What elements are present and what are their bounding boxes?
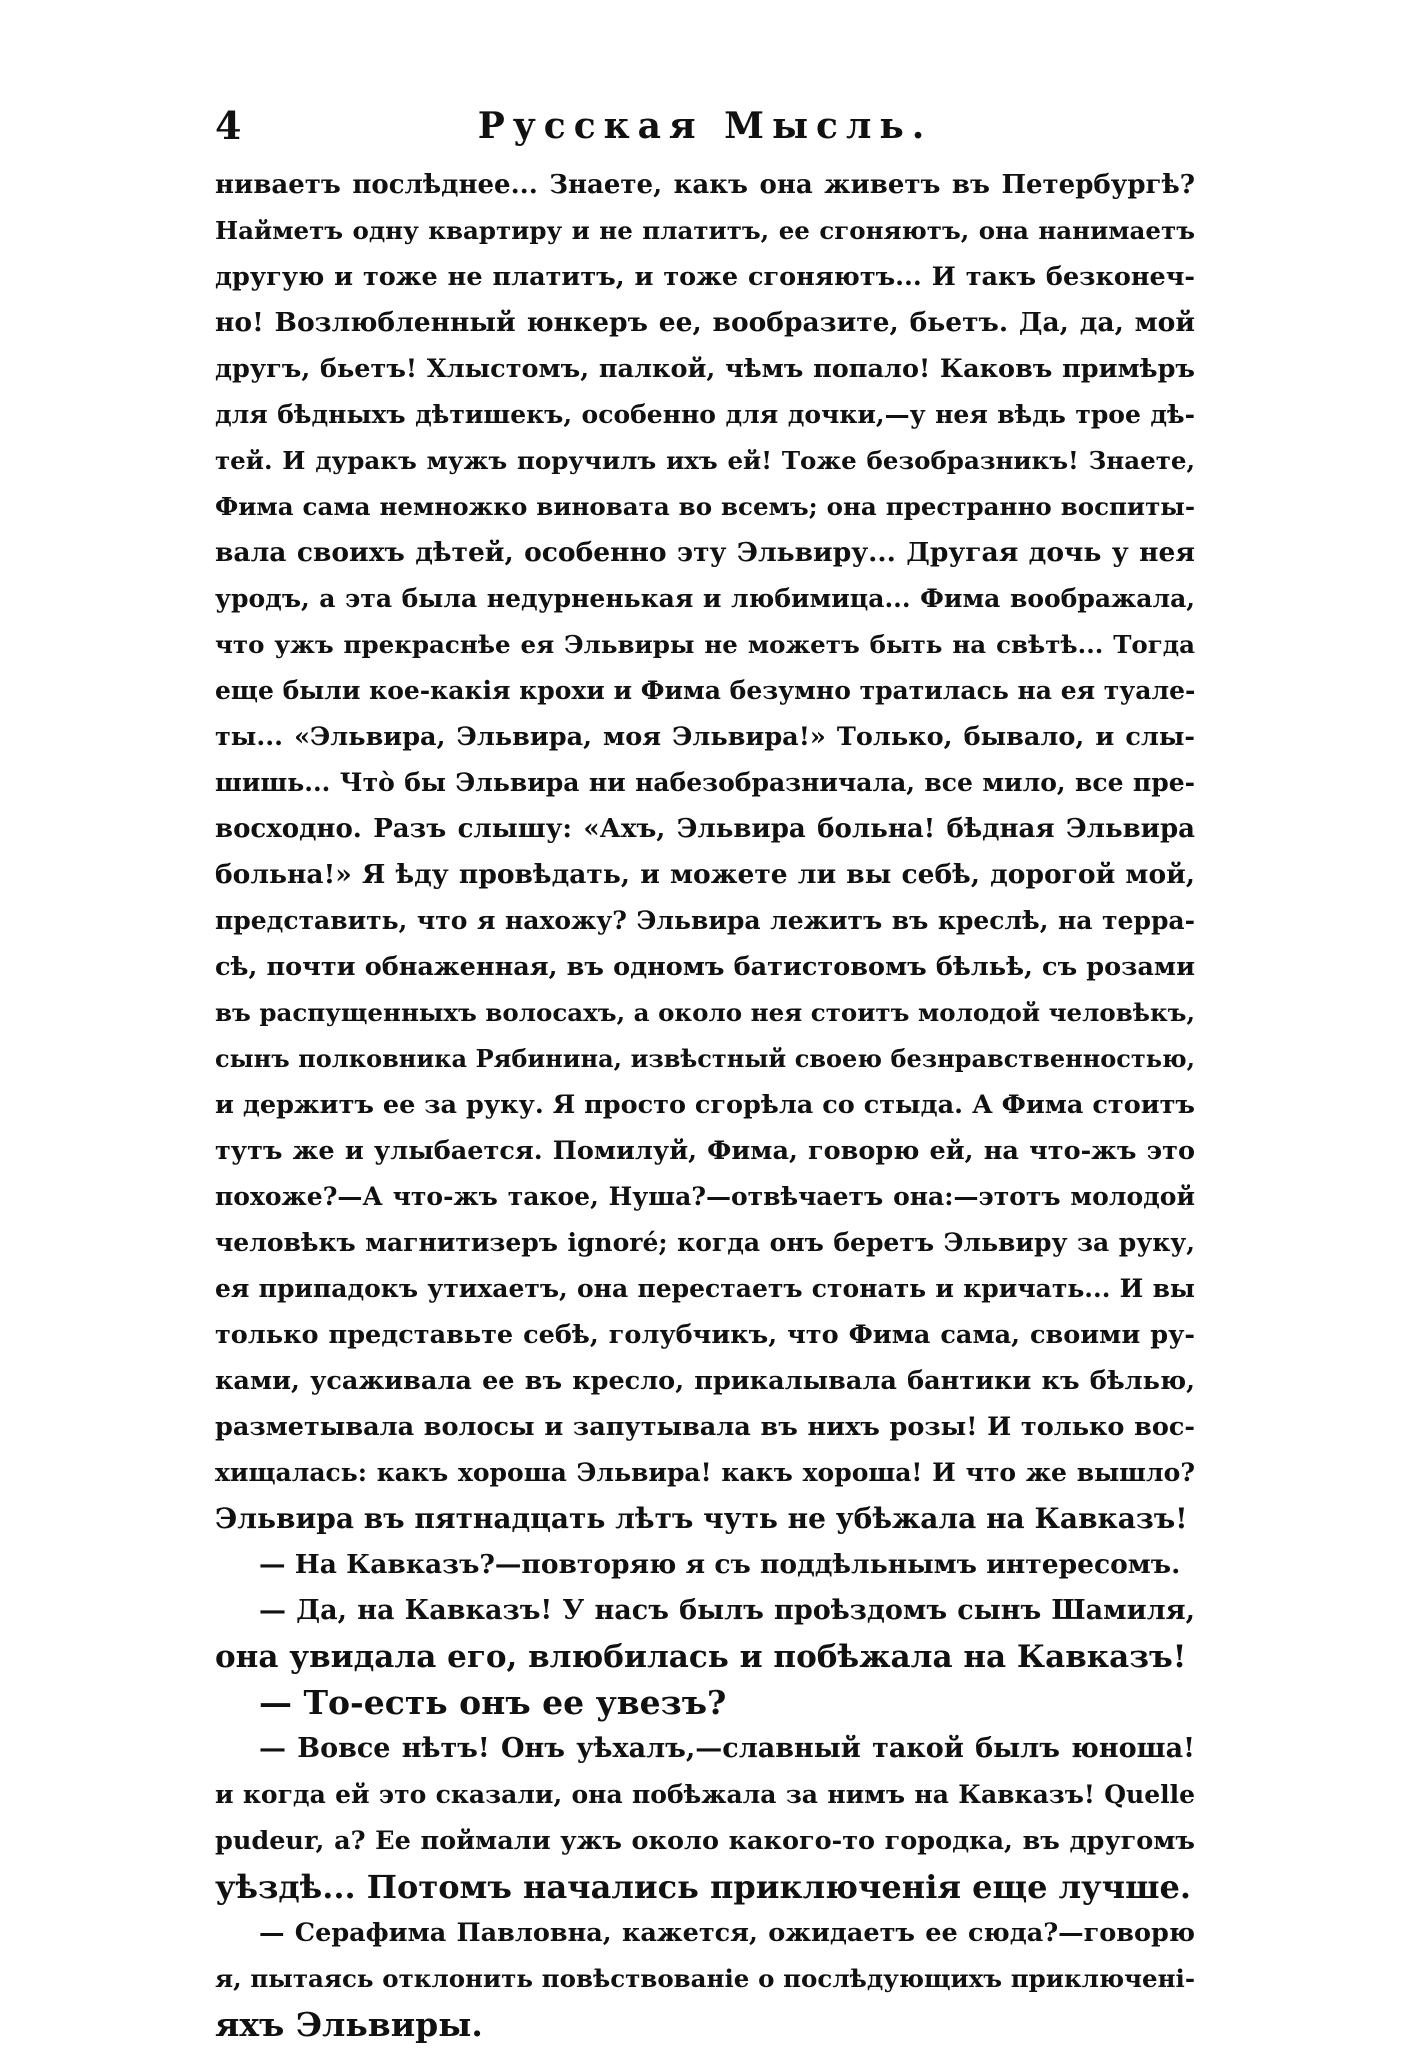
text-line: что ужъ прекраснѣе ея Эльвиры не можетъ быть на свѣтѣ... Тогда [215,630,1195,659]
running-title: Русская Мысль. [477,105,933,147]
text-line: представить, что я нахожу? Эльвира лежитъ въ креслѣ, на терра- [215,906,1195,935]
text-line: больна!» Я ѣду провѣдать, и можете ли вы себѣ, дорогой мой, [215,859,1195,890]
text-line: я, пытаясь отклонить повѣствованіе о послѣдующихъ приключені- [215,1964,1195,1993]
text-line: — То-есть онъ ее увезъ? [259,1683,727,1722]
text-line: и держитъ ее за руку. Я просто сгорѣла со стыда. А Фима стоитъ [215,1090,1195,1120]
text-line: — Да, на Кавказъ! У насъ былъ проѣздомъ сынъ Шамиля, [259,1595,1195,1626]
text-line: человѣкъ магнитизеръ ignoré; когда онъ беретъ Эльвиру за руку, [215,1228,1195,1257]
text-line: сѣ, почти обнаженная, въ одномъ батистовомъ бѣльѣ, съ розами [215,952,1195,982]
text-line: похоже?—А что-жъ такое, Нуша?—отвѣчаетъ она:—этотъ молодой [215,1182,1195,1211]
text-line: шишь... Чтò бы Эльвира ни набезобразничала, все мило, все пре- [215,768,1195,797]
text-line: ниваетъ послѣднее... Знаете, какъ она живетъ въ Петербургѣ? [215,170,1195,200]
text-line: Фима сама немножко виновата во всемъ; она престранно воспиты- [215,492,1195,521]
body-text [215,162,1195,2048]
text-line: уѣздѣ... Потомъ начались приключенія еще лучше. [215,1868,1191,1906]
text-line: — На Кавказъ?—повторяю я съ поддѣльнымъ интересомъ. [259,1549,1181,1580]
text-line: но! Возлюбленный юнкеръ ее, вообразите, бьетъ. Да, да, мой [215,307,1195,338]
text-line: тутъ же и улыбается. Помилуй, Фима, говорю ей, на что-жъ это [215,1136,1195,1166]
text-line: она увидала его, влюбилась и побѣжала на Кавказъ! [215,1639,1187,1675]
text-line: pudeur, а? Ее поймали ужъ около какого-то городка, въ другомъ [215,1826,1195,1856]
text-line: разметывала волосы и запутывала въ нихъ розы! И только вос- [215,1412,1195,1442]
text-line: Эльвира въ пятнадцать лѣтъ чуть не убѣжала на Кавказъ! [215,1502,1188,1535]
text-line: и когда ей это сказали, она побѣжала за нимъ на Кавказъ! Quelle [215,1780,1195,1809]
page-header [215,100,1195,152]
text-line: въ распущенныхъ волосахъ, а около нея стоитъ молодой человѣкъ, [215,998,1195,1027]
text-line: уродъ, а эта была недурненькая и любимица... Фима воображала, [215,584,1195,613]
text-line: только представьте себѣ, голубчикъ, что Фима сама, своими ру- [215,1320,1195,1350]
text-line: яхъ Эльвиры. [215,2005,483,2044]
text-line: ками, усаживала ее въ кресло, прикалывала бантики къ бѣлью, [215,1366,1195,1396]
text-line: восходно. Разъ слышу: «Ахъ, Эльвира больна! бѣдная Эльвира [215,814,1195,844]
text-line: сынъ полковника Рябинина, извѣстный своею безнравственностью, [215,1044,1195,1073]
text-line: другую и тоже не платитъ, и тоже сгоняютъ... И такъ безконеч- [215,262,1195,292]
page-number: 4 [215,103,242,148]
text-line: вала своихъ дѣтей, особенно эту Эльвиру... Другая дочь у нея [215,537,1195,568]
text-line: для бѣдныхъ дѣтишекъ, особенно для дочки,—у нея вѣдь трое дѣ- [215,400,1195,429]
text-line: тей. И дуракъ мужъ поручилъ ихъ ей! Тоже безобразникъ! Знаете, [215,446,1195,475]
text-line: еще были кое-какія крохи и Фима безумно тратилась на ея туале- [215,676,1195,705]
text-line: — Вовсе нѣтъ! Онъ уѣхалъ,—славный такой былъ юноша! [259,1733,1195,1764]
text-line: другъ, бьетъ! Хлыстомъ, палкой, чѣмъ попало! Каковъ примѣръ [215,354,1195,384]
text-line: — Серафима Павловна, кажется, ожидаетъ ее сюда?—говорю [259,1918,1195,1948]
text-line: ты... «Эльвира, Эльвира, моя Эльвира!» Только, бывало, и слы- [215,722,1195,752]
text-line: Найметъ одну квартиру и не платитъ, ее сгоняютъ, она нанимаетъ [215,216,1195,245]
text-line: хищалась: какъ хороша Эльвира! какъ хороша! И что же вышло? [215,1458,1195,1487]
text-line: ея припадокъ утихаетъ, она перестаетъ стонать и кричать... И вы [215,1274,1195,1303]
